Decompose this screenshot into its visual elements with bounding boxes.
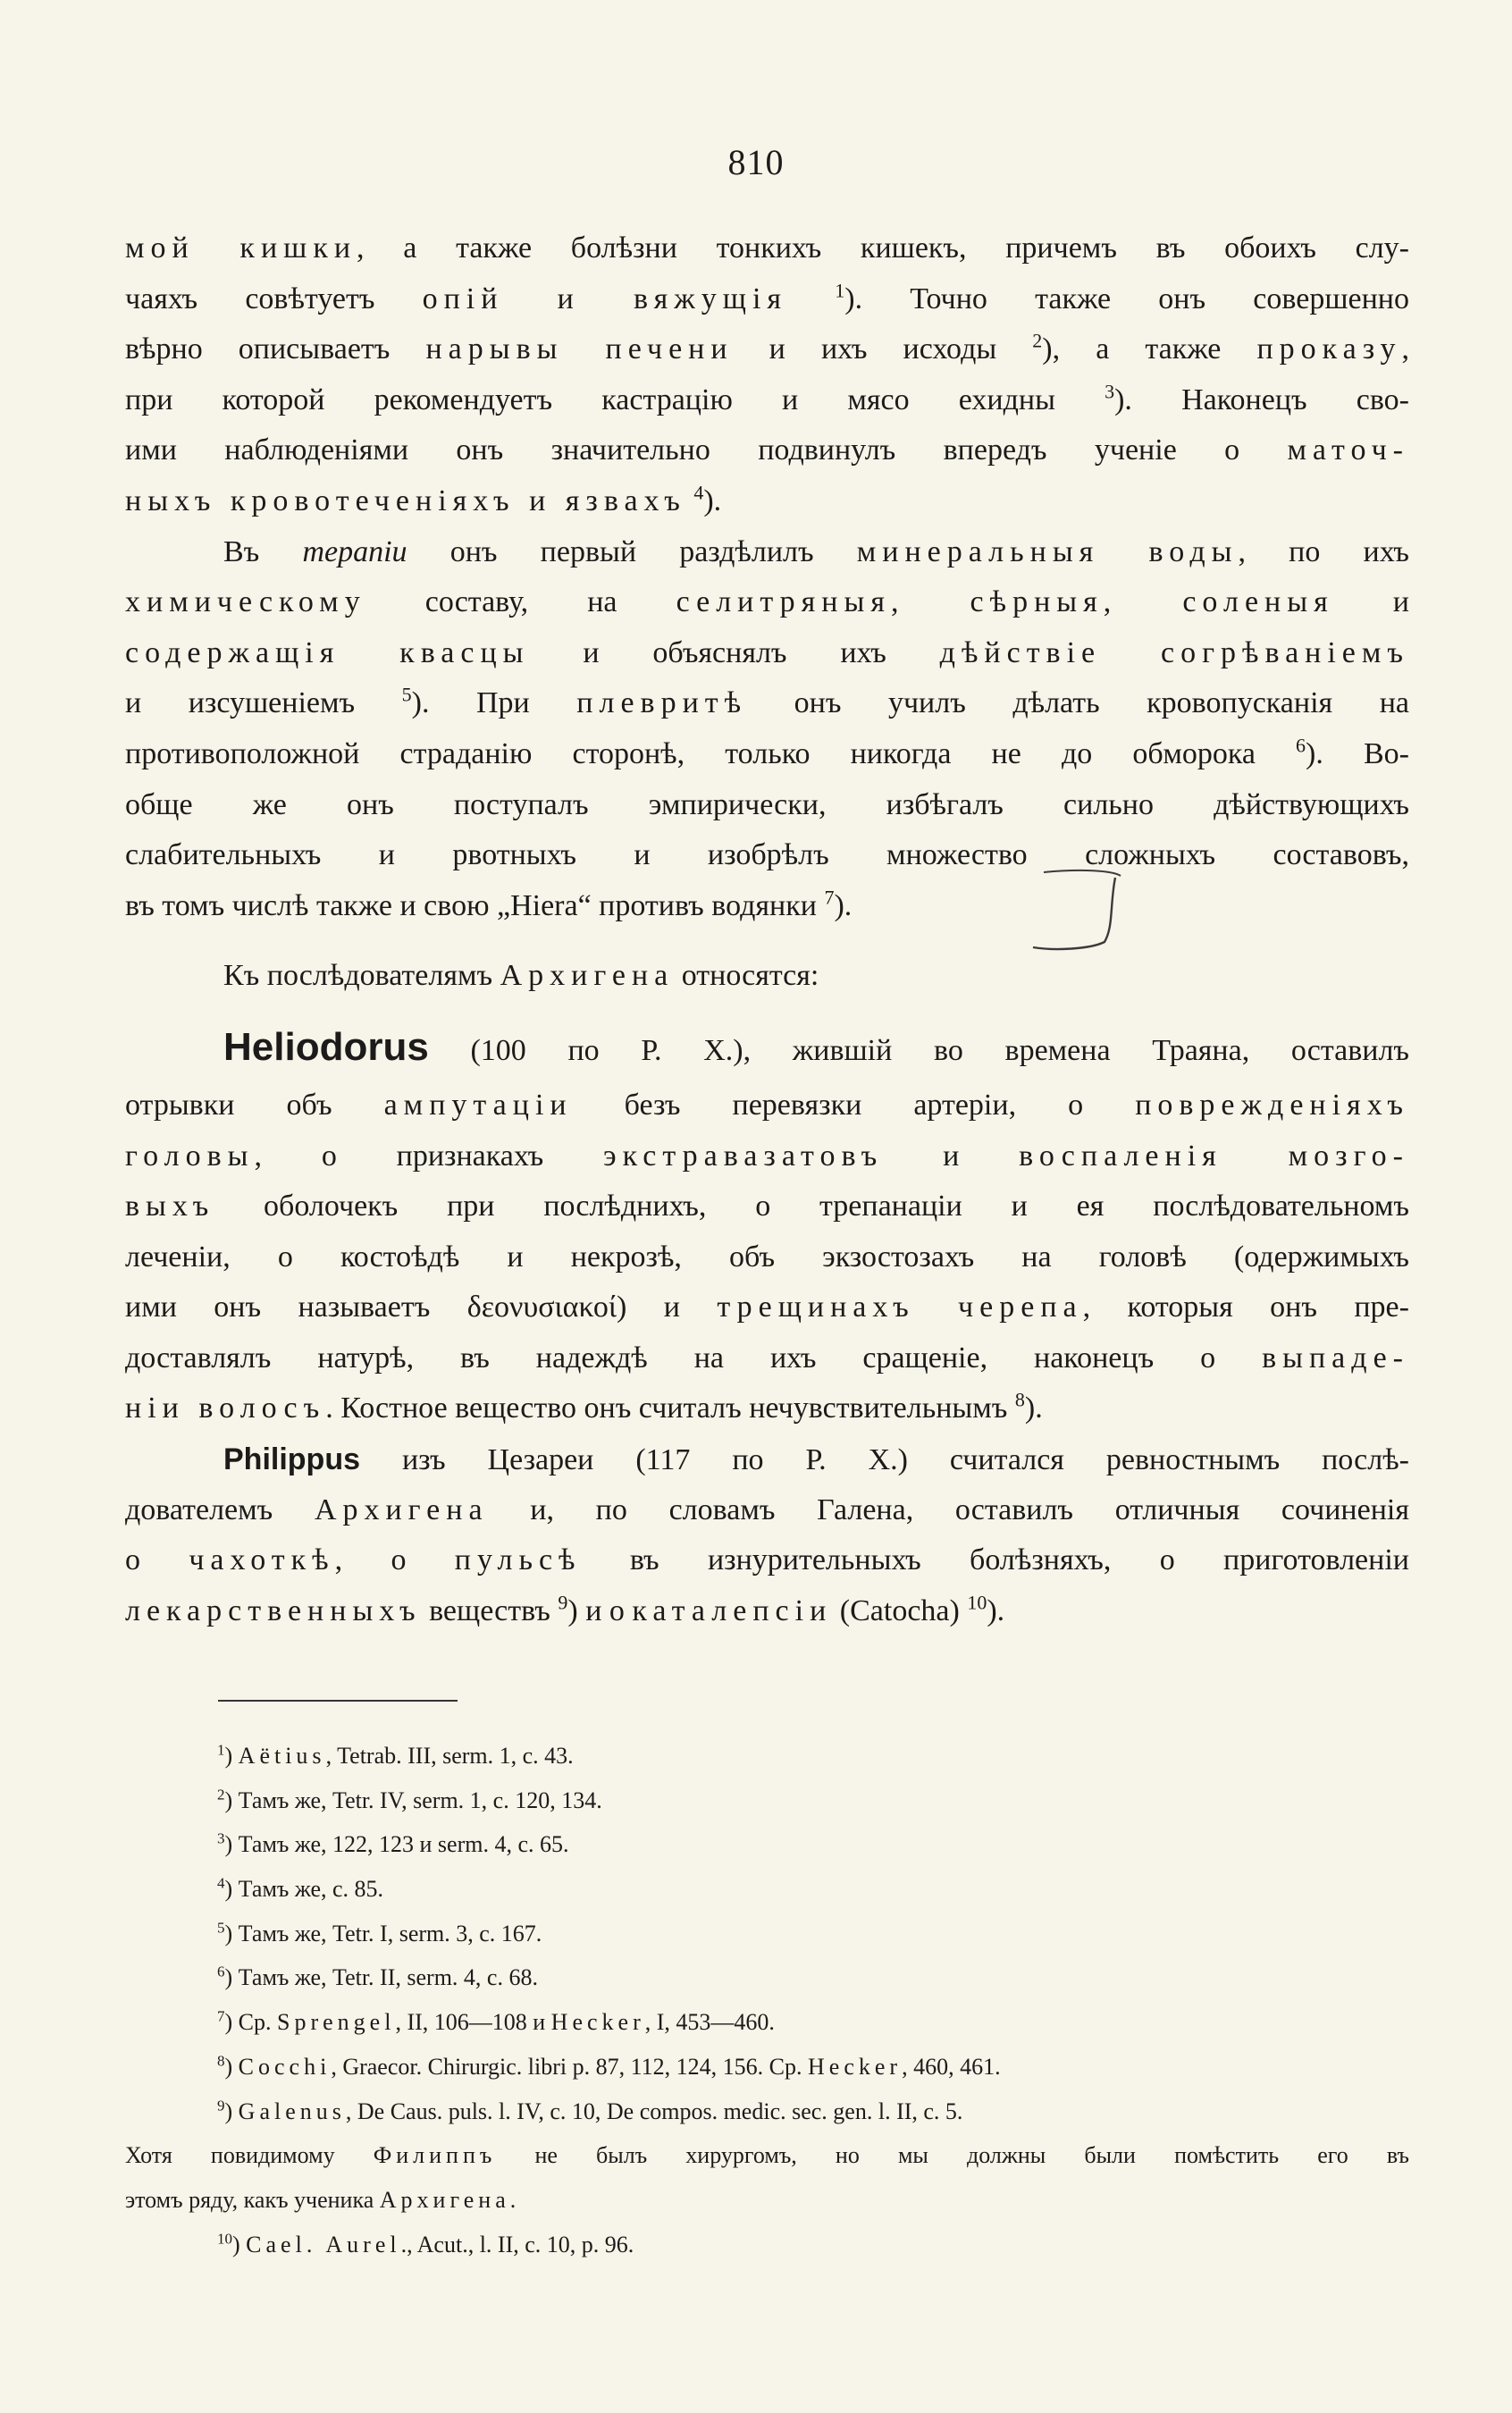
text-line: и изсушеніемъ $^5$). При плевритѣ онъ училъ дѣлать кровопусканія на	[125, 684, 1409, 720]
text-line: лекарственныхъ веществъ $^9$) и о каталепсіи (Catocha) $^{10}$).	[125, 1591, 1005, 1627]
text-line: содержащія квасцы и объяснялъ ихъ дѣйствіе согрѣваніемъ	[125, 635, 1409, 669]
text-line: вѣрно описываетъ нарывы печени и ихъ исходы $^2$), а также проказу,	[125, 329, 1409, 366]
text-line: при которой рекомендуетъ кастрацію и мясо ехидны $^3$). Наконецъ сво-	[125, 380, 1409, 416]
footnote-1: $^1$) Aëtius, Tetrab. III, serm. 1, c. 43.	[217, 1741, 574, 1769]
footnote-9: $^9$) Galenus, De Caus. puls. l. IV, c. 10, De compos. medic. sec. gen. l. II, c. 5.	[217, 2096, 963, 2124]
text-line: ими наблюденіями онъ значительно подвинулъ впередъ ученіе о маточ-	[125, 433, 1409, 467]
footnotes	[125, 1734, 1409, 2266]
text-line: въ томъ числѣ также и свою „Hiera“ противъ водянки $^7$).	[125, 886, 853, 922]
page-number: 810	[727, 142, 785, 182]
text-line: доставлялъ натурѣ, въ надеждѣ на ихъ сращеніе, наконецъ о выпаде-	[125, 1341, 1409, 1375]
main-text	[125, 223, 1409, 1636]
text-line: дователемъ Архигена и, по словамъ Галена, оставилъ отличныя сочиненія	[125, 1492, 1409, 1526]
text-line: Къ послѣдователямъ Архигена относятся:	[223, 959, 819, 993]
footnote-9-cont: Хотя повидимому Филиппъ не былъ хирургомъ, но мы должны были помѣстить его въ	[125, 2142, 1409, 2169]
footnote-9-cont: этомъ ряду, какъ ученика Архигена.	[125, 2186, 517, 2213]
text-line: о чахоткѣ, о пульсѣ въ изнурительныхъ болѣзняхъ, о приготовленіи	[125, 1543, 1409, 1577]
footnote-separator	[218, 1700, 458, 1702]
text-line: леченіи, о костоѣдѣ и некрозѣ, объ экзостозахъ на головѣ (одержимыхъ	[125, 1240, 1409, 1274]
pencil-mark	[1028, 860, 1128, 954]
heliodorus-name: Heliodorus	[223, 1024, 429, 1069]
text-line: отрывки объ ампутаціи безъ перевязки артеріи, о поврежденіяхъ	[125, 1088, 1409, 1122]
text-line: ніи волосъ. Костное вещество онъ считалъ нечувствительнымъ $^8$).	[125, 1389, 1043, 1425]
footnote-8: $^8$) Cocchi, Graecor. Chirurgic. libri p. 87, 112, 124, 156. Cp. Hecker, 460, 461.	[217, 2052, 1001, 2080]
footnote-6: $^6$) Тамъ же, Tetr. II, serm. 4, c. 68.	[217, 1963, 538, 1991]
text-line: ими онъ называетъ δεονυσιακοί) и трещинахъ черепа, которыя онъ пре-	[125, 1291, 1409, 1324]
footnote-4: $^4$) Тамъ же, c. 85.	[217, 1874, 384, 1903]
text-line: противоположной страданію сторонѣ, только никогда не до обморока $^6$). Во-	[125, 734, 1409, 770]
text-line: мой кишки, а также болѣзни тонкихъ кишекъ, причемъ въ обоихъ слу-	[125, 231, 1409, 265]
text-line: Philippus изъ Цезареи (117 по Р. Х.) считался ревностнымъ послѣ-	[223, 1442, 1409, 1477]
footnote-5: $^5$) Тамъ же, Tetr. I, serm. 3, c. 167.	[217, 1919, 542, 1946]
footnote-2: $^2$) Тамъ же, Tetr. IV, serm. 1, c. 120, 134.	[217, 1786, 602, 1813]
text-line: обще же онъ поступалъ эмпирически, избѣгалъ сильно дѣйствующихъ	[125, 787, 1409, 821]
text-line: головы, о признакахъ экстравазатовъ и воспаленія мозго-	[125, 1139, 1409, 1173]
text-line: химическому составу, на селитряныя, сѣрныя, соленыя и	[125, 585, 1409, 619]
text-line: выхъ оболочекъ при послѣднихъ, о трепанаціи и ея послѣдовательномъ	[125, 1190, 1409, 1223]
philippus-name: Philippus	[223, 1442, 360, 1477]
text-line: чаяхъ совѣтуетъ опій и вяжущія $^1$). Точно также онъ совершенно	[125, 279, 1409, 315]
text-line: слабительныхъ и рвотныхъ и изобрѣлъ множество сложныхъ составовъ,	[125, 838, 1409, 872]
text-line: Heliodorus (100 по Р. Х.), жившій во времена Траяна, оставилъ	[223, 1024, 1409, 1069]
text-line: Въ терапіи онъ первый раздѣлилъ минеральныя воды, по ихъ	[223, 534, 1409, 568]
footnote-7: $^7$) Cp. Sprengel, II, 106—108 и Hecker, I, 453—460.	[217, 2007, 775, 2036]
footnote-10: $^{10}$) Cael. Aurel., Acut., l. II, c. 10, p. 96.	[217, 2229, 634, 2257]
text-line: ныхъ кровотеченіяхъ и язвахъ $^4$).	[125, 481, 722, 517]
footnote-3: $^3$) Тамъ же, 122, 123 и serm. 4, c. 65.	[217, 1829, 569, 1858]
